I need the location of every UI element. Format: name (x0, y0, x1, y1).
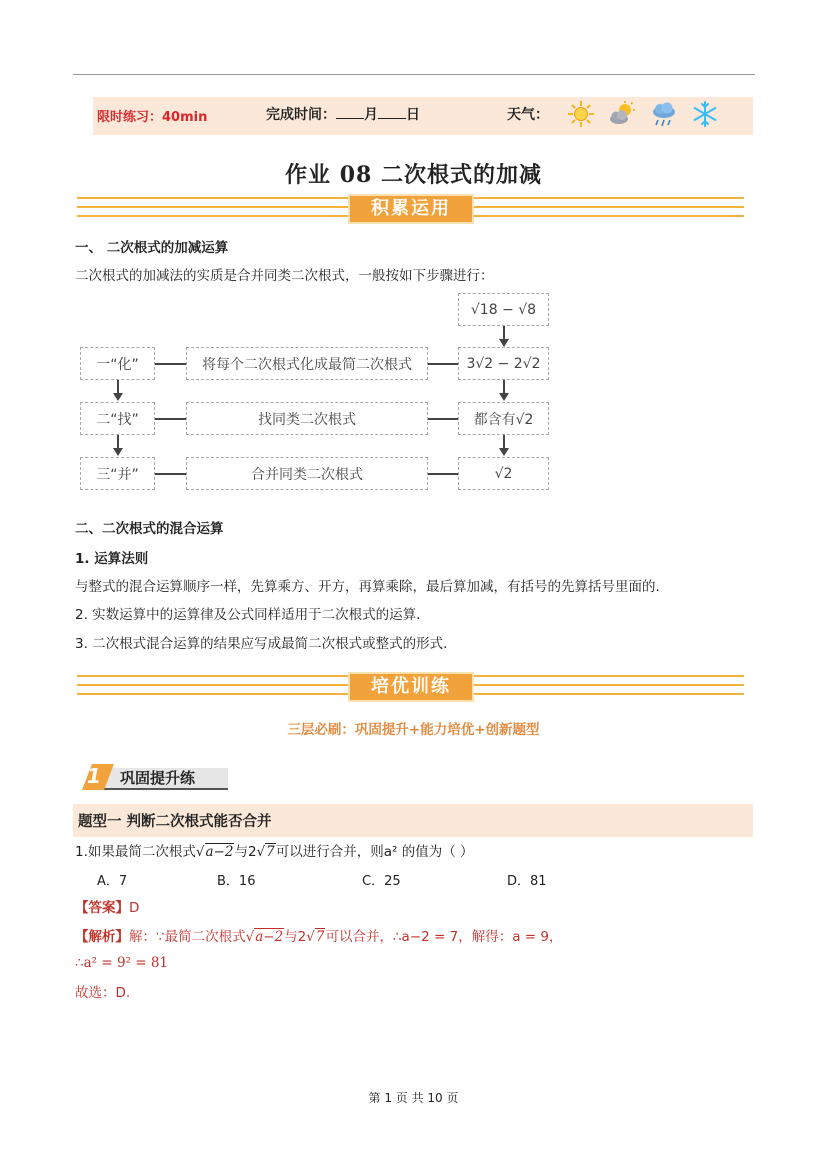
part1-intro: 二次根式的加减法的实质是合并同类二次根式，一般按如下步骤进行： (75, 268, 494, 284)
question-radicand-1: a−2 (205, 844, 234, 860)
question-stem: 1.如果最简二次根式√a−2与2√7可以进行合并，则a² 的值为（ ） (75, 844, 474, 860)
step-box-2: 二“找” (80, 402, 155, 435)
section-subtitle: 三层必刷：巩固提升+能力培优+创新题型 (287, 722, 540, 738)
answer-label: 【答案】 (75, 900, 129, 916)
section-banner-accumulate (77, 194, 744, 222)
partly-cloudy-icon[interactable] (607, 99, 637, 129)
rule1-title: 1. 运算法则 (75, 551, 149, 567)
flow-connector (155, 473, 186, 475)
question-post: 可以进行合并，则a² 的值为（ ） (275, 844, 474, 860)
section-tag-number: 1 (87, 764, 101, 788)
rule2-text: 2. 实数运算中的运算律及公式同样适用于二次根式的运算. (75, 607, 421, 623)
description-box-1: 将每个二次根式化成最简二次根式 (186, 347, 428, 380)
answer (75, 896, 139, 916)
step-box-1: 一“化” (80, 347, 155, 380)
analysis-post: 可以合并，∴a−2 = 7，解得：a = 9， (325, 929, 563, 945)
analysis-radicand-2: 7 (315, 929, 325, 945)
flow-arrow (499, 448, 509, 456)
example-box-4: √2 (458, 457, 549, 490)
analysis-pre: 解：∵最简二次根式 (129, 929, 246, 945)
banner-label: 积累运用 (348, 194, 474, 224)
analysis-radicand-1: a−2 (255, 929, 284, 945)
flow-connector (503, 380, 505, 394)
month-label: 月 (364, 107, 378, 123)
snowflake-icon[interactable] (690, 99, 720, 129)
page-footer: 第 1 页 共 10 页 (368, 1091, 459, 1105)
option-c[interactable]: C．25 (362, 874, 401, 889)
sun-icon[interactable] (566, 99, 596, 129)
flow-connector (428, 473, 458, 475)
time-limit: 限时练习：40min (97, 110, 208, 125)
flow-arrow (113, 393, 123, 401)
weather-label: 天气： (507, 107, 549, 123)
question-radicand-2: 7 (266, 844, 275, 860)
flow-connector (155, 363, 186, 365)
flow-connector (117, 435, 119, 449)
day-blank[interactable] (378, 106, 406, 119)
example-box-1: √18 − √8 (458, 293, 549, 326)
analysis-mid: 与2 (284, 929, 307, 945)
day-label: 日 (406, 107, 420, 123)
rule1-text: 与整式的混合运算顺序一样，先算乘方、开方，再算乘除，最后算加减，有括号的先算括号里面的. (75, 579, 660, 595)
example-box-2: 3√2 − 2√2 (458, 347, 549, 380)
section-tag-label: 巩固提升练 (120, 769, 196, 787)
flow-connector (503, 326, 505, 340)
part1-heading: 一、 二次根式的加减运算 (75, 240, 229, 256)
analysis-line-1: 【解析】解：∵最简二次根式√a−2与2√7可以合并，∴a−2 = 7，解得：a = 9， (75, 929, 563, 945)
finish-time (266, 104, 420, 124)
example-box-3: 都含有√2 (458, 402, 549, 435)
question-type: 题型一 判断二次根式能否合并 (78, 814, 272, 830)
banner-label: 培优训练 (348, 672, 474, 702)
step-box-3: 三“并” (80, 457, 155, 490)
part2-heading: 二、二次根式的混合运算 (75, 521, 224, 537)
option-b[interactable]: B．16 (217, 874, 256, 889)
analysis-label: 【解析】 (75, 929, 129, 945)
page-title: 作业 08 二次根式的加减 (285, 162, 542, 188)
option-d[interactable]: D．81 (507, 874, 547, 889)
analysis-line-2: ∴a² = 9² = 81 (75, 955, 169, 971)
finish-time-label: 完成时间： (266, 107, 336, 123)
header-rule (73, 74, 755, 75)
question-pre: 1.如果最简二次根式 (75, 844, 196, 860)
flow-connector (155, 418, 186, 420)
answer-value: D (129, 900, 140, 916)
flow-arrow (499, 393, 509, 401)
flow-arrow (113, 448, 123, 456)
section-banner-training (77, 672, 744, 700)
flow-connector (428, 363, 458, 365)
flow-connector (428, 418, 458, 420)
flow-arrow (499, 339, 509, 347)
option-a[interactable]: A．7 (97, 874, 128, 889)
rule3-text: 3. 二次根式混合运算的结果应写成最简二次根式或整式的形式. (75, 636, 448, 652)
description-box-3: 合并同类二次根式 (186, 457, 428, 490)
flow-connector (503, 435, 505, 449)
rain-cloud-icon[interactable] (649, 99, 679, 129)
analysis-line-3: 故选：D. (75, 985, 131, 1001)
question-mid: 与2 (234, 844, 257, 860)
month-blank[interactable] (336, 106, 364, 119)
flow-connector (117, 380, 119, 394)
description-box-2: 找同类二次根式 (186, 402, 428, 435)
